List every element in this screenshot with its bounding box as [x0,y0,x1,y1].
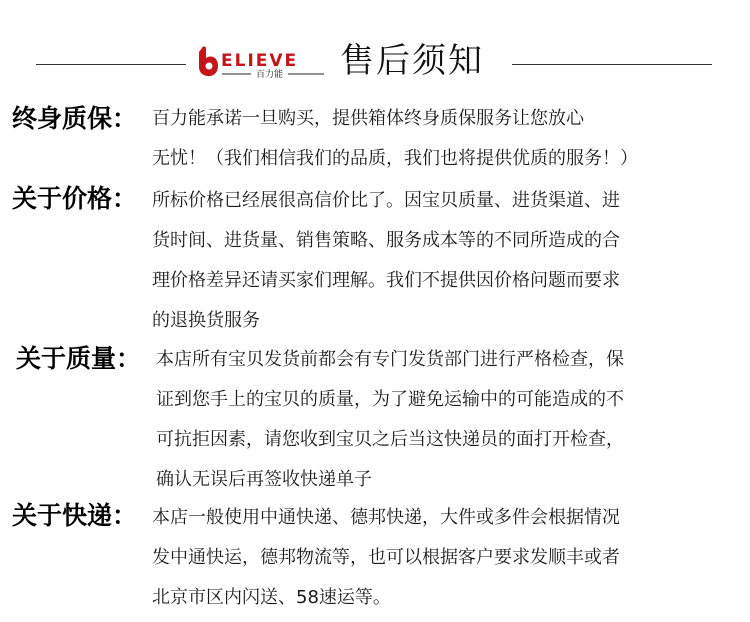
logo-mark-icon [199,47,218,77]
section-label-shipping: 关于快递： [12,501,138,530]
section-label-warranty: 终身质保： [12,104,138,133]
logo-wordmark: ELIEVE [221,51,299,71]
section-body-price [152,181,712,341]
section-body-warranty [152,99,712,179]
brand-logo [196,44,328,82]
body-line: 发中通快运，德邦物流等，也可以根据客户要求发顺丰或者 [152,547,620,568]
section-body-quality [156,340,716,500]
body-line: 本店一般使用中通快递、德邦快递，大件或多件会根据情况 [152,507,620,528]
section-label-quality: 关于质量： [16,344,142,373]
logo-subtext: 百力能 [256,70,284,80]
body-line: 货时间、进货量、销售策略、服务成本等的不同所造成的合 [152,230,620,251]
section-body-shipping [152,498,712,618]
body-line: 百力能承诺一旦购买，提供箱体终身质保服务让您放心 [152,108,584,129]
body-line: 所标价格已经展很高信价比了。因宝贝质量、进货渠道、进 [152,190,620,211]
body-line: 证到您手上的宝贝的质量，为了避免运输中的可能造成的不 [156,389,624,410]
body-line: 北京市区内闪送、58速运等。 [152,587,391,608]
body-line: 无忧！（我们相信我们的品质，我们也将提供优质的服务！） [152,148,638,169]
page-title: 售后须知 [340,41,484,81]
body-line: 的退换货服务 [152,310,260,331]
header-divider-right [512,64,712,65]
body-line: 理价格差异还请买家们理解。我们不提供因价格问题而要求 [152,270,620,291]
section-label-price: 关于价格： [12,184,138,213]
header-divider-left [36,64,186,65]
body-line: 确认无误后再签收快递单子 [156,469,372,490]
body-line: 本店所有宝贝发货前都会有专门发货部门进行严格检查，保 [156,349,624,370]
body-line: 可抗拒因素，请您收到宝贝之后当这快递员的面打开检查， [156,429,624,450]
